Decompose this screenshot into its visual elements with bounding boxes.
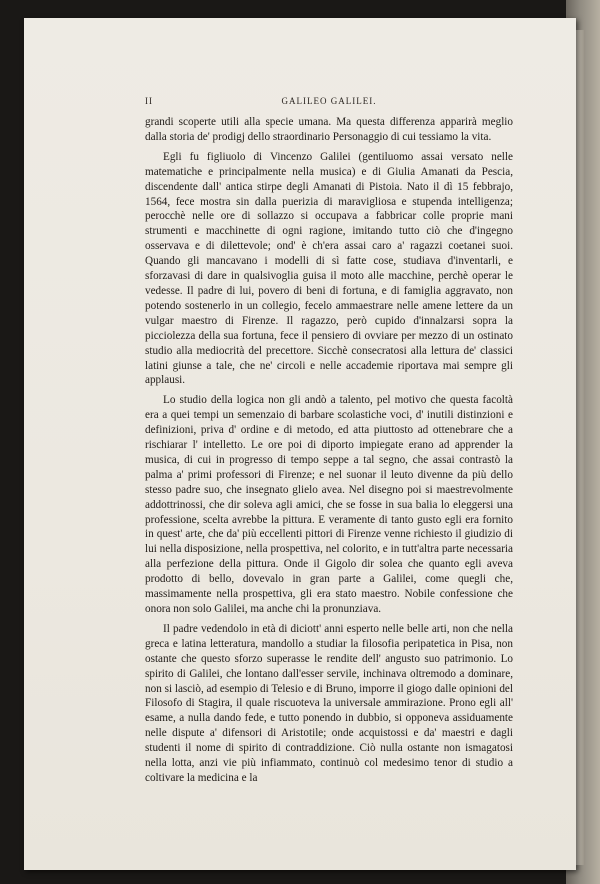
running-head: GALILEO GALILEI. <box>281 96 377 106</box>
page-header <box>145 96 513 110</box>
page-stack-edge <box>576 30 584 865</box>
paragraph: Egli fu figliuolo di Vincenzo Galilei (gentiluomo assai versato nelle matematiche e principalmente nella musica) e di Giulia Amanati da Pescia, discendente dall' antica stirpe degli Amanati di Pistoia. Nato il dì 15 febbrajo, 1564, fece mostra sin dalla puerizia di maravigliosa e stupenda intelligenza; perocchè nelle ore di sollazzo si occupava a fabbricar colle proprie mani strumenti e macchinette di ogni ragione, imitando tutto ciò che d'ingegno osservava e di dilettevole; ond' è ch'era assai caro a' ragazzi coetanei suoi. Quando gli mancavano i modelli di sì fatte cose, studiava d'inventarli, e sforzavasi di dare in qualsivoglia guisa il moto alle macchine, perchè operar le vedesse. Il padre di lui, povero di beni di fortuna, e di famiglia aggravato, non potendo sostenerlo in un collegio, fecelo ammaestrare nelle amene lettere da un vulgar maestro di Firenze. Il ragazzo, però cupido d'innalzarsi sopra la picciolezza della sua fortuna, fece il pensiero di ovviare per mezzo di un ostinato studio alla mediocrità del precettore. Sicchè consecratosi alla lettura de' classici latini giunse a tale, che ne' circoli e nelle accademie riportava mai sempre gli applausi. <box>145 150 513 387</box>
paragraph: Lo studio della logica non gli andò a talento, pel motivo che questa facoltà era a quei tempi un semenzaio di barbare scolastiche voci, d' inutili distinzioni e definizioni, priva d' ordine e di metodo, ed atta piuttosto ad ottenebrare che a rischiarar l' intelletto. Le ore poi di diporto impiegate erano ad apprender la musica, di cui in progresso di tempo seppe a tal segno, che assai contrastò la palma a' primi professori di Firenze; e nel suonar il leuto divenne da più dello stesso padre suo, che insegnato glielo avea. Nel disegno poi si maestrevolmente addottrinossi, che dir soleva agli amici, che se fosse in sua balia lo eleggersi una professione, scelta avrebbe la pittura. E veramente di tanto gusto egli era fornito in quest' arte, che da' più eccellenti pittori di Firenze venne richiesto il giudizio di lui nella disposizione, nella prospettiva, nel colorito, e in tutt'altra parte necessaria alla perfezione della pittura. Onde il Gigolo dir solea che quanto egli aveva prodotto di bello, dovevalo in gran parte a Galilei, come quegli che, massimamente nella prospettiva, gli era stato maestro. Nobile confessione che onora non solo Galilei, ma anche chi la pronunziava. <box>145 394 513 615</box>
body-text <box>145 115 513 791</box>
page-number: II <box>145 96 153 106</box>
paragraph: grandi scoperte utili alla specie umana. Ma questa differenza apparirà meglio dalla storia de' prodigj dello straordinario Personaggio di cui tessiamo la vita. <box>145 116 513 143</box>
paragraph: Il padre vedendolo in età di diciott' anni esperto nelle belle arti, non che nella greca e latina letteratura, mandollo a studiar la filosofia peripatetica in Pisa, non ostante che questo sforzo superasse le rendite dell' angusto suo patrimonio. Lo spirito di Galilei, che lontano dall'esser servile, inchinava oltremodo a dominare, non si lasciò, ad esempio di Telesio e di Bruno, imporre il giogo dalle opinioni del Filosofo di Stagira, il quale riscuoteva la universale ammirazione. Prono egli all' esame, a nulla dando fede, e tutto ponendo in dubbio, si opponeva assiduamente nelle dispute a' difensori di Aristotile; onde acquistossi e da' maestri e dagli studenti il nome di spirito di contraddizione. Ciò nulla ostante non ismagatosi nella lotta, anzi vie più infiammato, continuò col medesimo tenor di studio a coltivare la medicina e la <box>145 622 513 784</box>
